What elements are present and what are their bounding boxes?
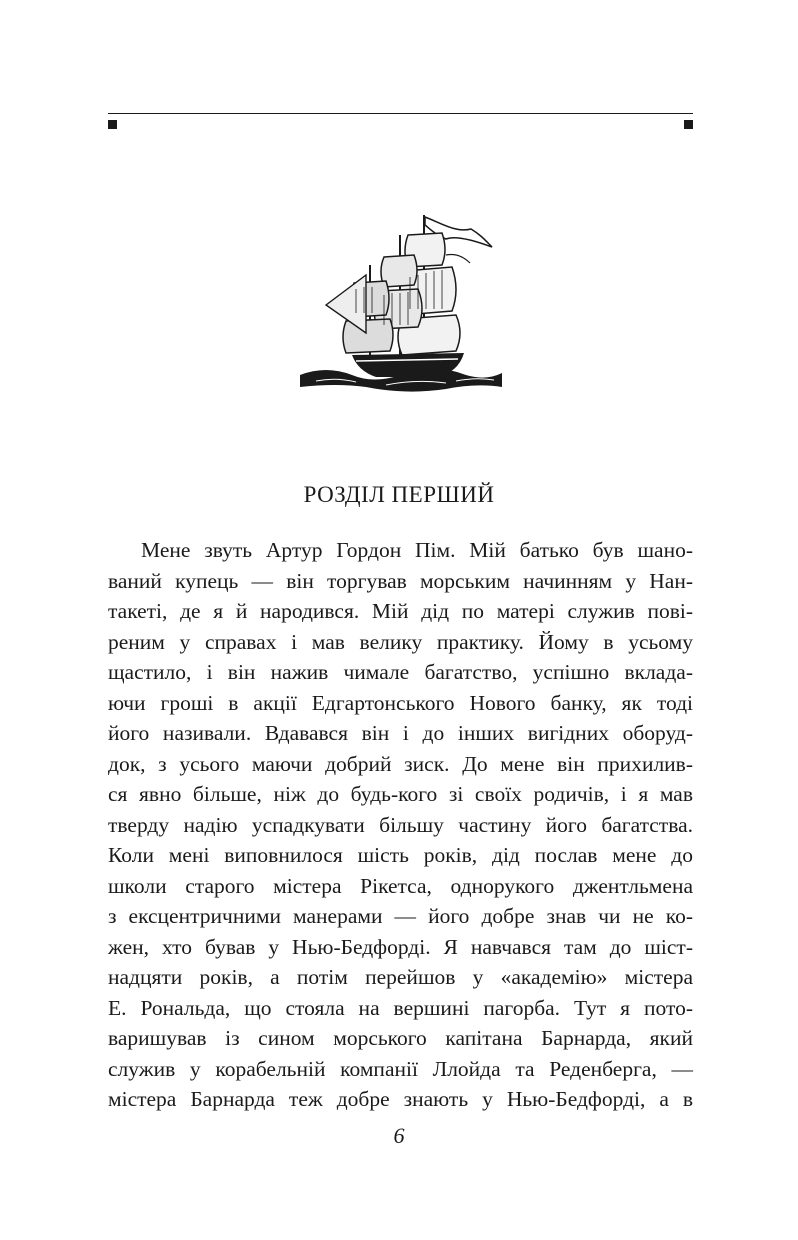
text-line: жен, хто бував у Нью-Бедфорді. Я навчався там до шіст- [108,934,693,959]
text-line: док, з усього маючи добрий зиск. До мене він прихилив- [108,751,693,776]
text-line: Мене звуть Артур Гордон Пім. Мій батько був шано- [141,538,693,562]
text-line: Коли мені виповнилося шість років, дід послав мене до [108,843,693,867]
text-line: тверду надію успадкувати більшу частину його багатства. [108,812,693,837]
chapter-text [108,535,693,1115]
header-rule [108,113,693,114]
text-line: його називали. Вдавався він і до інших вигідних оборуд- [108,721,693,745]
text-line: ваний купець — він торгував морським начинням у Нан- [108,568,693,593]
text-line: щастило, і він нажив чимале багатство, успішно вклада- [108,660,693,684]
text-line: школи старого містера Рікетса, однорукого джентльмена [108,873,693,898]
text-line: ся явно більше, ніж до будь-кого зі своїх родичів, і я мав [108,782,693,806]
text-line: реним у справах і мав велику практику. Йому в усьому [108,629,693,654]
header-square-left [108,120,117,129]
text-line: варишував із сином морського капітана Барнарда, який [108,1026,693,1050]
text-line: Е. Рональда, що стояла на вершині пагорба. Тут я пото- [108,995,693,1020]
text-line: служив у корабельній компанії Ллойда та Реденберга, — [108,1056,693,1081]
text-line: ючи гроші в акції Едгартонського Нового банку, як тоді [108,690,693,715]
text-line: з ексцентричними манерами — його добре знав чи не ко- [108,904,693,928]
sailing-ship-illustration [296,205,506,395]
text-line: надцяти років, а потім перейшов у «академію» містера [108,965,693,989]
chapter-title: РОЗДІЛ ПЕРШИЙ [303,482,495,507]
text-line: такеті, де я й народився. Мій дід по матері служив пові- [108,599,693,623]
text-line: містера Барнарда теж добре знають у Нью-Бедфорді, а в [108,1087,693,1111]
page-number: 6 [393,1123,405,1148]
header-square-right [684,120,693,129]
